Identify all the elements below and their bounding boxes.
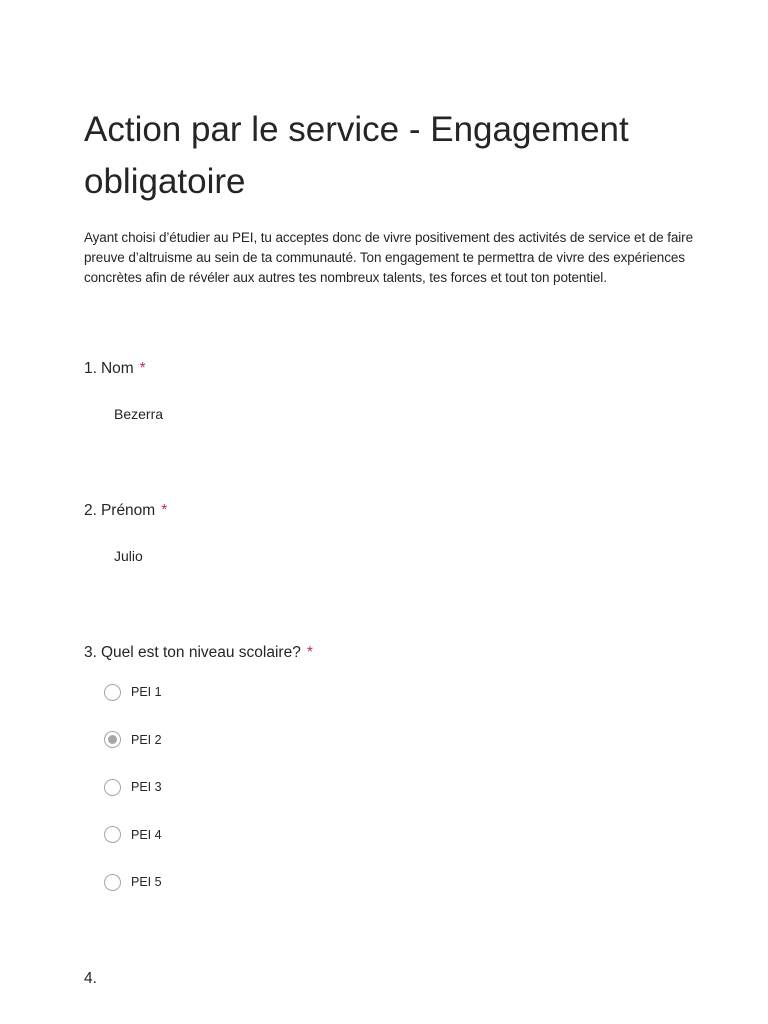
- radio-option-pei-5[interactable]: [104, 872, 684, 892]
- question-number: 3.: [84, 644, 97, 661]
- required-asterisk: *: [306, 644, 313, 661]
- radio-option-pei-1[interactable]: [104, 682, 684, 702]
- question-label: Nom: [100, 360, 134, 377]
- question-title: [84, 358, 684, 380]
- question-title: [84, 500, 684, 522]
- form-description: Ayant choisi d’étudier au PEI, tu acceptes donc de vivre positivement des activités de service et de faire preuve d’altruisme au sein de ta communauté. Ton engagement te permettra de vivre des expériences concrètes afin de révéler aux autres tes nombreux talents, tes forces et tout ton potentiel.: [84, 230, 693, 285]
- question-number: 1.: [84, 360, 97, 377]
- required-asterisk: *: [139, 360, 146, 377]
- question-nom: [84, 358, 684, 424]
- form-title: Action par le service - Engagement obligatoire: [84, 110, 629, 201]
- question-title: [84, 968, 684, 990]
- radio-button[interactable]: [104, 874, 121, 891]
- question-number: 4.: [84, 970, 97, 987]
- radio-option-label: PEI 4: [131, 827, 162, 842]
- radio-option-pei-4[interactable]: [104, 825, 684, 845]
- radio-option-label: PEI 2: [131, 732, 162, 747]
- radio-option-label: PEI 3: [131, 780, 162, 795]
- radio-button[interactable]: [104, 684, 121, 701]
- question-number: 2.: [84, 502, 97, 519]
- question-title: [84, 642, 684, 664]
- nom-answer[interactable]: Bezerra: [114, 406, 164, 422]
- prenom-answer[interactable]: Julio: [114, 548, 143, 564]
- question-prenom: [84, 500, 684, 566]
- radio-button-selected[interactable]: [104, 731, 121, 748]
- question-label: Quel est ton niveau scolaire?: [100, 644, 301, 661]
- question-label: Prénom: [100, 502, 156, 519]
- question-4: [84, 968, 684, 990]
- radio-option-pei-3[interactable]: [104, 777, 684, 797]
- question-niveau-scolaire: [84, 642, 684, 920]
- required-asterisk: *: [161, 502, 168, 519]
- radio-option-label: PEI 5: [131, 875, 162, 890]
- radio-option-pei-2[interactable]: [104, 730, 684, 750]
- radio-option-label: PEI 1: [131, 685, 162, 699]
- radio-button[interactable]: [104, 779, 121, 796]
- radio-button[interactable]: [104, 826, 121, 843]
- radio-group-niveau: [104, 682, 684, 892]
